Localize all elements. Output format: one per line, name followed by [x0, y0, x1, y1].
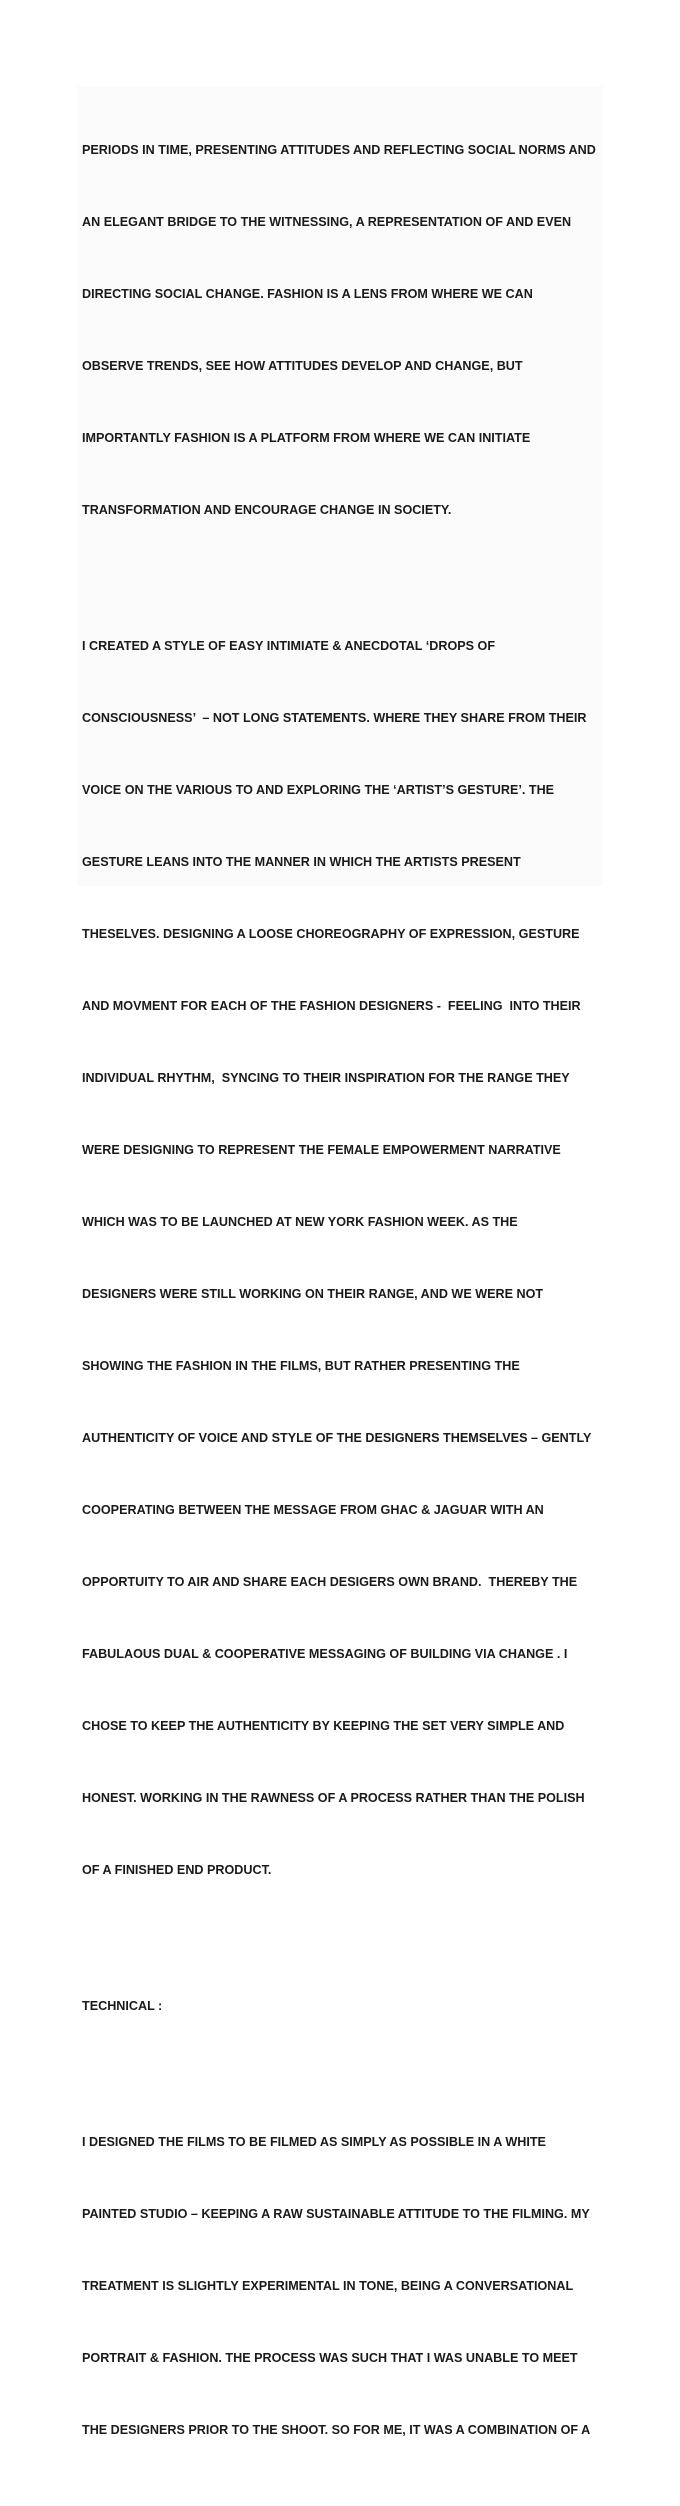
- text-line: DESIGNERS WERE STILL WORKING ON THEIR RANGE, AND WE WERE NOT: [82, 1287, 544, 1301]
- text-line: I DESIGNED THE FILMS TO BE FILMED AS SIMPLY AS POSSIBLE IN A WHITE: [82, 2135, 546, 2149]
- text-line: PORTRAIT & FASHION. THE PROCESS WAS SUCH THAT I WAS UNABLE TO MEET: [82, 2351, 578, 2365]
- text-line: IMPORTANTLY FASHION IS A PLATFORM FROM WHERE WE CAN INITIATE: [82, 431, 531, 445]
- text-line: CHOSE TO KEEP THE AUTHENTICITY BY KEEPING THE SET VERY SIMPLE AND: [82, 1719, 565, 1733]
- text-line: HONEST. WORKING IN THE RAWNESS OF A PROCESS RATHER THAN THE POLISH: [82, 1791, 585, 1805]
- section-heading-technical: [82, 1946, 606, 2066]
- text-line: TRANSFORMATION AND ENCOURAGE CHANGE IN SOCIETY.: [82, 503, 452, 517]
- paragraph-fashion-lens: [82, 90, 606, 570]
- text-line: DIRECTING SOCIAL CHANGE. FASHION IS A LENS FROM WHERE WE CAN: [82, 287, 533, 301]
- text-line: PERIODS IN TIME, PRESENTING ATTITUDES AND REFLECTING SOCIAL NORMS AND: [82, 143, 596, 157]
- text-line: TREATMENT IS SLIGHTLY EXPERIMENTAL IN TONE, BEING A CONVERSATIONAL: [82, 2279, 574, 2293]
- text-line: THESELVES. DESIGNING A LOOSE CHOREOGRAPHY OF EXPRESSION, GESTURE: [82, 927, 580, 941]
- text-line: OF A FINISHED END PRODUCT.: [82, 1863, 272, 1877]
- document-body: [82, 90, 606, 2506]
- text-line: FABULAOUS DUAL & COOPERATIVE MESSAGING OF BUILDING VIA CHANGE . I: [82, 1647, 568, 1661]
- text-line: INDIVIDUAL RHYTHM, SYNCING TO THEIR INSPIRATION FOR THE RANGE THEY: [82, 1071, 570, 1085]
- text-line: GESTURE LEANS INTO THE MANNER IN WHICH THE ARTISTS PRESENT: [82, 855, 521, 869]
- text-line: SHOWING THE FASHION IN THE FILMS, BUT RATHER PRESENTING THE: [82, 1359, 520, 1373]
- text-line: WHICH WAS TO BE LAUNCHED AT NEW YORK FASHION WEEK. AS THE: [82, 1215, 518, 1229]
- text-line: THE DESIGNERS PRIOR TO THE SHOOT. SO FOR ME, IT WAS A COMBINATION OF A: [82, 2423, 591, 2437]
- text-line: COOPERATING BETWEEN THE MESSAGE FROM GHAC & JAGUAR WITH AN: [82, 1503, 544, 1517]
- text-line: AND MOVMENT FOR EACH OF THE FASHION DESIGNERS - FEELING INTO THEIR: [82, 999, 581, 1013]
- text-line: WERE DESIGNING TO REPRESENT THE FEMALE EMPOWERMENT NARRATIVE: [82, 1143, 561, 1157]
- text-line: VOICE ON THE VARIOUS TO AND EXPLORING THE ‘ARTIST’S GESTURE’. THE: [82, 783, 555, 797]
- text-line: OBSERVE TRENDS, SEE HOW ATTITUDES DEVELOP AND CHANGE, BUT: [82, 359, 523, 373]
- text-line: CONSCIOUSNESS’ – NOT LONG STATEMENTS. WHERE THEY SHARE FROM THEIR: [82, 711, 587, 725]
- text-line: AN ELEGANT BRIDGE TO THE WITNESSING, A REPRESENTATION OF AND EVEN: [82, 215, 572, 229]
- text-line: PAINTED STUDIO – KEEPING A RAW SUSTAINABLE ATTITUDE TO THE FILMING. MY: [82, 2207, 590, 2221]
- text-line: OPPORTUITY TO AIR AND SHARE EACH DESIGERS OWN BRAND. THEREBY THE: [82, 1575, 578, 1589]
- text-line: I CREATED A STYLE OF EASY INTIMIATE & ANECDOTAL ‘DROPS OF: [82, 639, 496, 653]
- paragraph-drops-of-consciousness: [82, 586, 606, 1930]
- text-line: AUTHENTICITY OF VOICE AND STYLE OF THE DESIGNERS THEMSELVES – GENTLY: [82, 1431, 592, 1445]
- paragraph-technical: [82, 2082, 606, 2490]
- heading-text: TECHNICAL :: [82, 1999, 163, 2013]
